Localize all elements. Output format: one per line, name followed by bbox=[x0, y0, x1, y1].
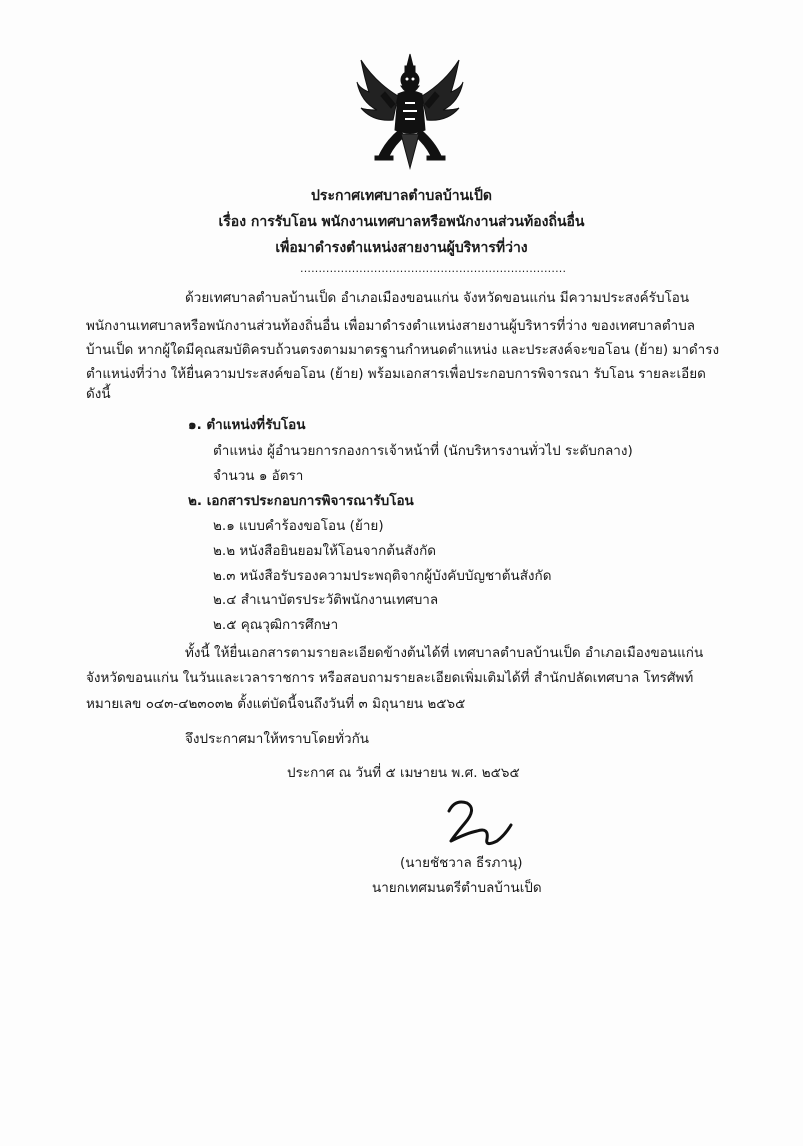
section2-heading: ๒. เอกสารประกอบการพิจารณารับโอน bbox=[188, 493, 414, 509]
document-list-item: ๒.๔ สำเนาบัตรประวัติพนักงานเทศบาล bbox=[213, 592, 439, 608]
announcement-subject-cont: เพื่อมาดำรงตำแหน่งสายงานผู้บริหารที่ว่าง bbox=[275, 240, 528, 256]
document-list-item: ๒.๓ หนังสือรับรองความประพฤติจากผู้บังคับบัญชาต้นสังกัด bbox=[213, 568, 552, 584]
document-list-item: ๒.๑ แบบคำร้องขอโอน (ย้าย) bbox=[213, 518, 384, 534]
announcement-date: ประกาศ ณ วันที่ ๕ เมษายน พ.ศ. ๒๕๖๕ bbox=[287, 765, 520, 781]
section1-count: จำนวน ๑ อัตรา bbox=[213, 468, 304, 484]
announce-line: จึงประกาศมาให้ทราบโดยทั่วกัน bbox=[185, 731, 369, 747]
closing-line: หมายเลข ๐๔๓-๔๒๓๐๓๒ ตั้งแต่บัดนี้จนถึงวันที่ ๓ มิถุนายน ๒๕๖๕ bbox=[86, 696, 466, 712]
closing-line: ทั้งนี้ ให้ยื่นเอกสารตามรายละเอียดข้างต้นได้ที่ เทศบาลตำบลบ้านเป็ด อำเภอเมืองขอนแก่น bbox=[185, 645, 704, 661]
section1-heading: ๑. ตำแหน่งที่รับโอน bbox=[188, 417, 306, 433]
garuda-emblem-icon bbox=[355, 52, 465, 170]
closing-line: จังหวัดขอนแก่น ในวันและเวลาราชการ หรือสอบถามรายละเอียดเพิ่มเติมได้ที่ สำนักปลัดเทศบาล โทรศัพท์ bbox=[86, 670, 694, 686]
intro-line: พนักงานเทศบาลหรือพนักงานส่วนท้องถิ่นอื่น เพื่อมาดำรงตำแหน่งสายงานผู้บริหารที่ว่าง ของเทศบาลตำบล bbox=[86, 318, 696, 334]
intro-line: บ้านเป็ด หากผู้ใดมีคุณสมบัติครบถ้วนตรงตามมาตรฐานกำหนดตำแหน่ง และประสงค์จะขอโอน (ย้าย) มาดำรง bbox=[86, 342, 720, 358]
handwritten-signature bbox=[437, 795, 517, 850]
signatory-name: (นายชัชวาล ธีรภานุ) bbox=[400, 855, 523, 871]
signatory-title: นายกเทศมนตรีตำบลบ้านเป็ด bbox=[372, 880, 542, 896]
document-list-item: ๒.๕ คุณวุฒิการศึกษา bbox=[213, 617, 339, 633]
document-list-item: ๒.๒ หนังสือยินยอมให้โอนจากต้นสังกัด bbox=[213, 543, 437, 559]
separator-dots: ........................................................................ bbox=[300, 262, 567, 275]
announcement-subject: เรื่อง การรับโอน พนักงานเทศบาลหรือพนักงานส่วนท้องถิ่นอื่น bbox=[218, 214, 585, 230]
intro-line: ดังนี้ bbox=[86, 386, 111, 402]
section1-position: ตำแหน่ง ผู้อำนวยการกองการเจ้าหน้าที่ (นักบริหารงานทั่วไป ระดับกลาง) bbox=[213, 443, 633, 459]
announcement-title: ประกาศเทศบาลตำบลบ้านเป็ด bbox=[311, 188, 492, 204]
intro-line: ตำแหน่งที่ว่าง ให้ยื่นความประสงค์ขอโอน (ย้าย) พร้อมเอกสารเพื่อประกอบการพิจารณา รับโอน รายละเอียด bbox=[86, 366, 706, 382]
intro-line: ด้วยเทศบาลตำบลบ้านเป็ด อำเภอเมืองขอนแก่น จังหวัดขอนแก่น มีความประสงค์รับโอน bbox=[185, 290, 690, 306]
